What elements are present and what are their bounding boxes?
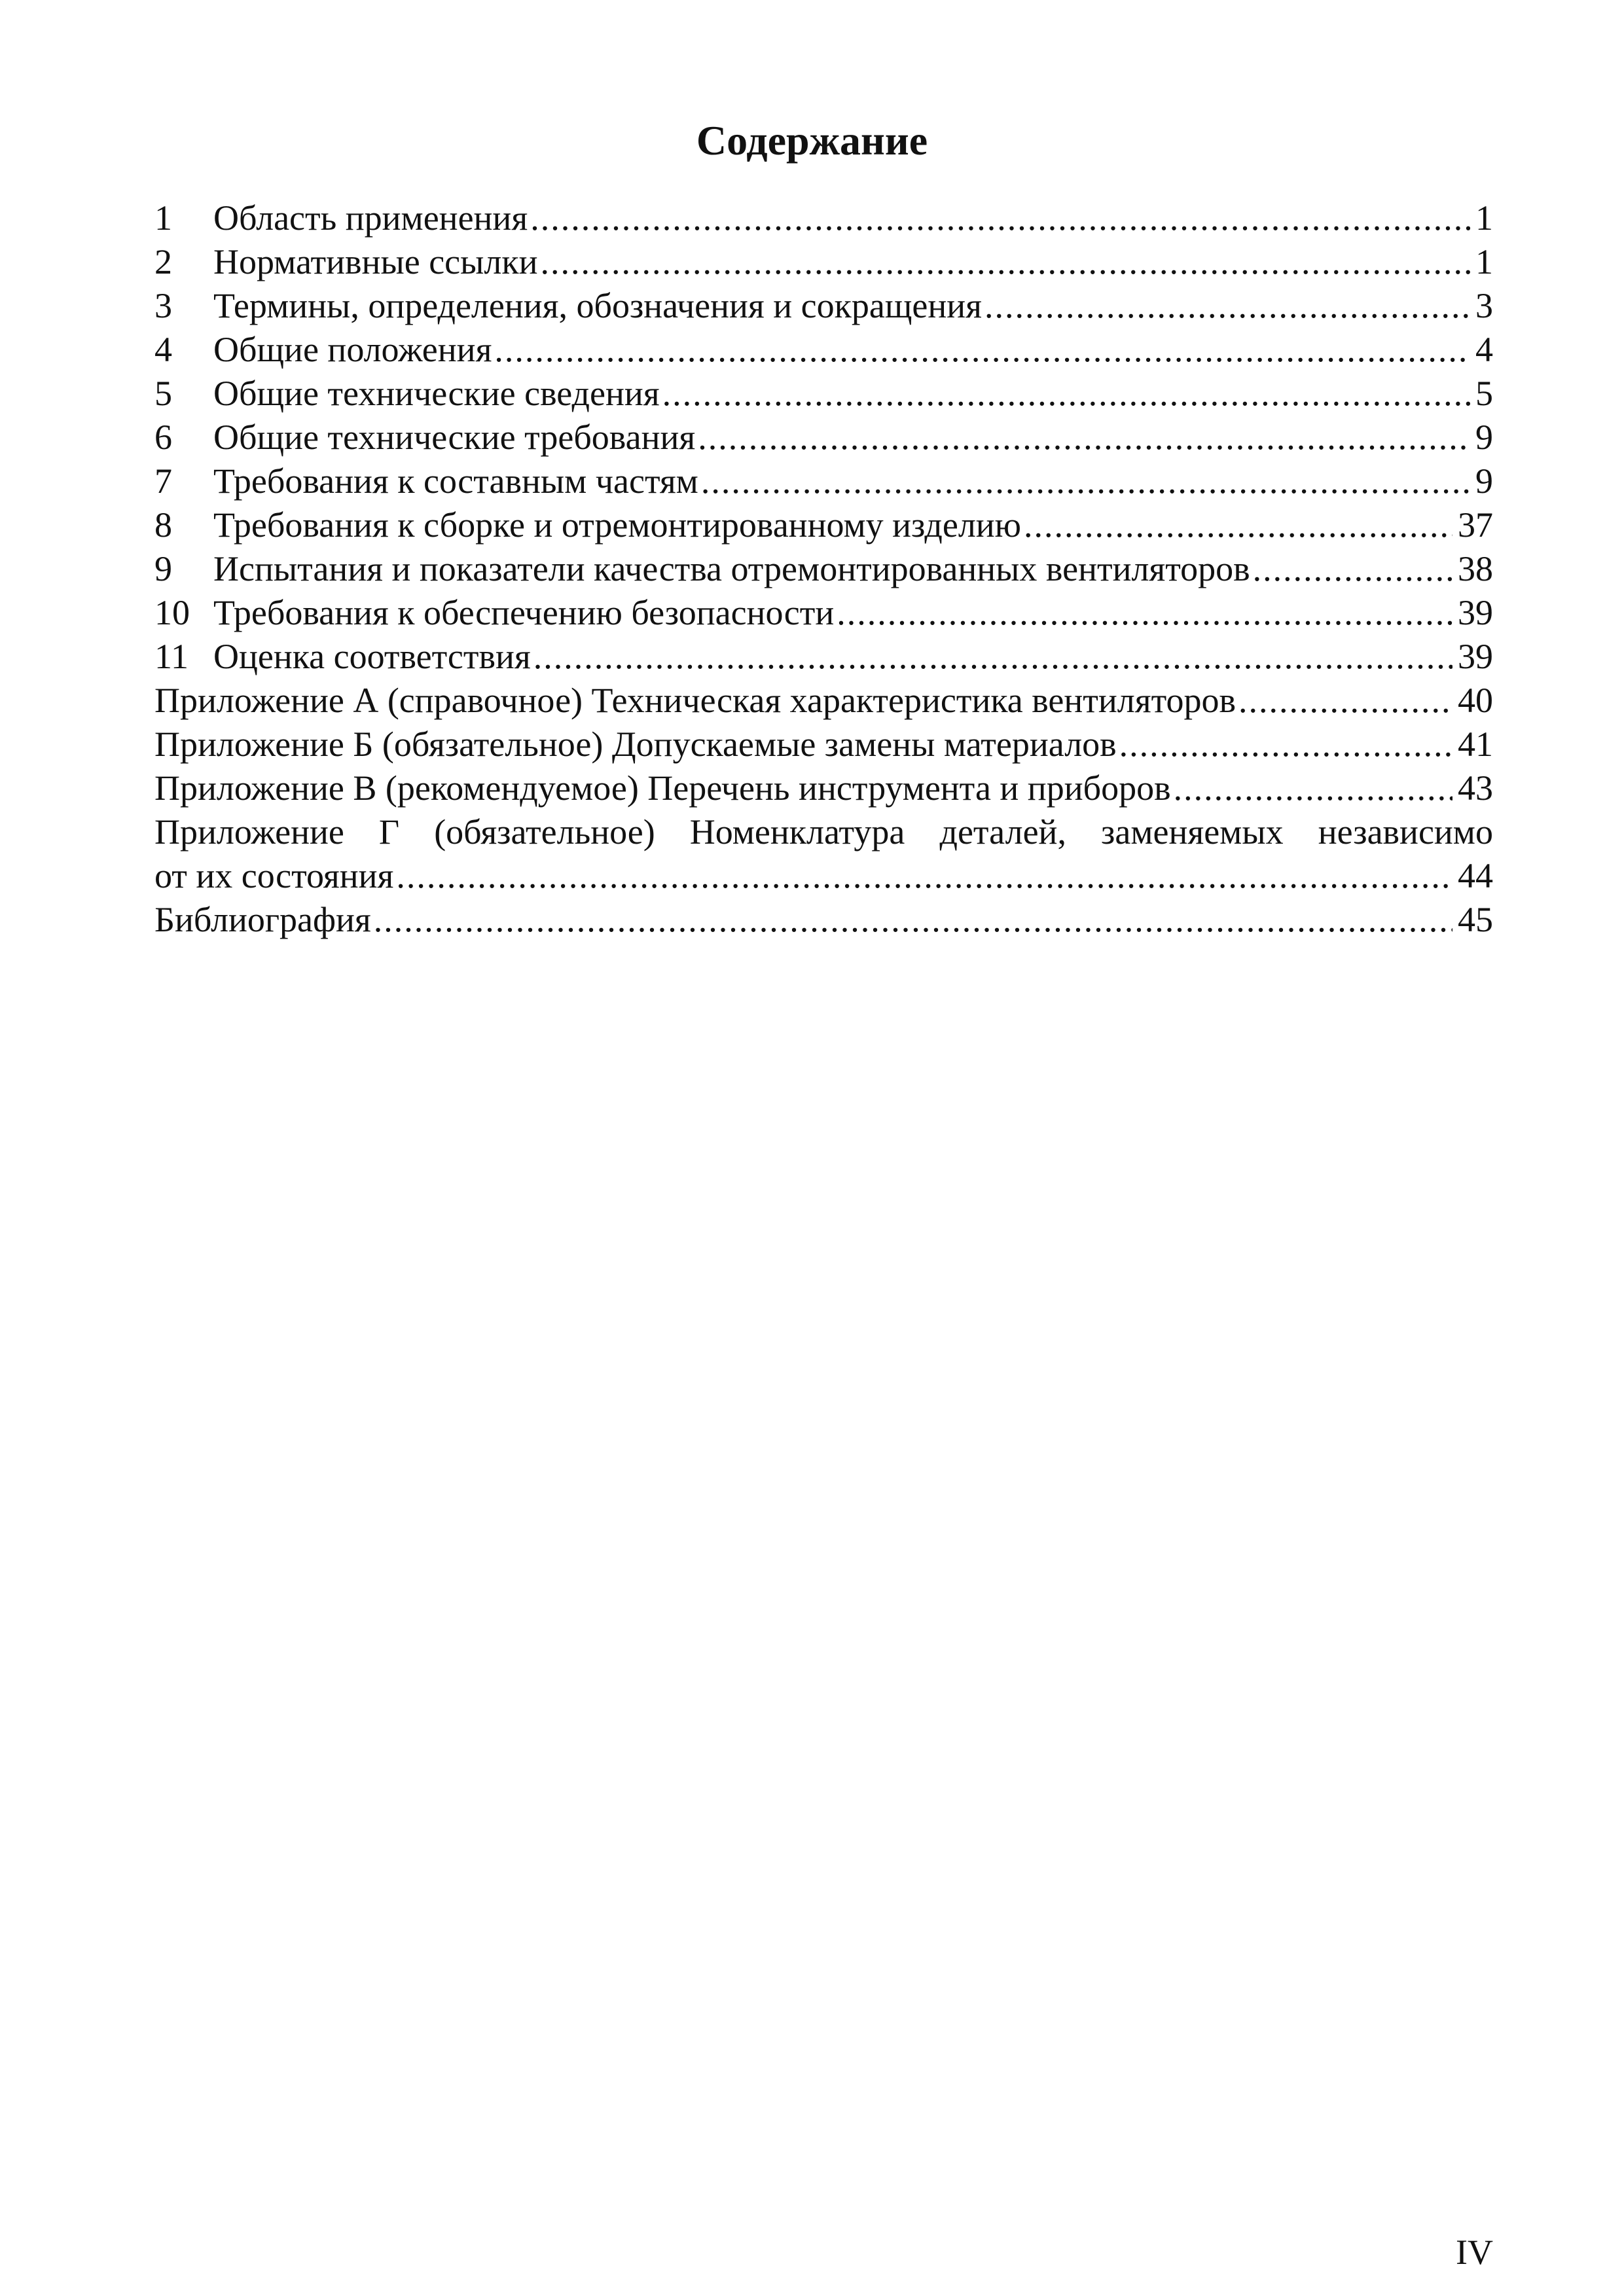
toc-entry-label: Нормативные ссылки xyxy=(213,242,538,281)
toc-entry-page: 4 xyxy=(1475,330,1493,369)
toc-entry-number: 7 xyxy=(154,461,172,501)
toc-entry[interactable] xyxy=(154,196,1493,240)
toc-entry[interactable] xyxy=(154,635,1493,679)
toc-entry-number: 1 xyxy=(154,198,172,238)
toc-entry-page: 45 xyxy=(1458,900,1493,939)
toc-entry-label-line2 xyxy=(154,854,1493,898)
toc-entry-label: Библиография xyxy=(154,900,371,939)
toc-entry-label: Оценка соответствия xyxy=(213,637,531,676)
toc-dot-leader xyxy=(984,284,1470,328)
toc-entry[interactable] xyxy=(154,459,1493,503)
toc-dot-leader xyxy=(698,416,1470,459)
toc-entry-page: 43 xyxy=(1458,768,1493,808)
toc-word: Г xyxy=(378,812,400,852)
toc-entry-page: 9 xyxy=(1475,461,1493,501)
toc-word: заменяемых xyxy=(1101,812,1284,852)
toc-entry-label: Требования к сборке и отремонтированному изделию xyxy=(213,505,1022,545)
toc-entry-label: Приложение А (справочное) Техническая характеристика вентиляторов xyxy=(154,681,1236,720)
toc-entry[interactable] xyxy=(154,328,1493,372)
toc-dot-leader xyxy=(1238,679,1453,723)
toc-dot-leader xyxy=(837,591,1453,635)
toc-entry-number: 10 xyxy=(154,593,190,632)
toc-entry-page: 9 xyxy=(1475,418,1493,457)
toc-entry-page: 37 xyxy=(1458,505,1493,545)
toc-entry[interactable] xyxy=(154,503,1493,547)
toc-entry-label: Требования к составным частям xyxy=(213,461,698,501)
toc-entry-page: 44 xyxy=(1458,856,1493,895)
toc-entry-label: Общие положения xyxy=(213,330,492,369)
toc-entry-page: 39 xyxy=(1458,593,1493,632)
toc-entry-label: Область применения xyxy=(213,198,528,238)
toc-entry-page: 41 xyxy=(1458,725,1493,764)
toc-dot-leader xyxy=(662,372,1470,416)
toc-dot-leader xyxy=(1119,723,1453,766)
toc-dot-leader xyxy=(1253,547,1453,591)
toc-dot-leader xyxy=(1174,766,1453,810)
toc-dot-leader xyxy=(396,854,1453,898)
toc-entry-page: 39 xyxy=(1458,637,1493,676)
page-title: Содержание xyxy=(696,117,928,164)
toc-dot-leader xyxy=(533,635,1453,679)
toc-entry-label: от их состояния xyxy=(154,856,394,895)
toc-entry-label-line1 xyxy=(154,810,1493,854)
toc-entry-label: Общие технические требования xyxy=(213,418,696,457)
toc-dot-leader xyxy=(494,328,1470,372)
toc-dot-leader xyxy=(1024,503,1453,547)
table-of-contents xyxy=(154,196,1493,942)
toc-word: Номенклатура xyxy=(689,812,905,852)
toc-entry-number: 6 xyxy=(154,418,172,457)
toc-entry[interactable] xyxy=(154,284,1493,328)
toc-appendix-entry[interactable] xyxy=(154,766,1493,810)
toc-entry-label: Приложение В (рекомендуемое) Перечень инструмента и приборов xyxy=(154,768,1171,808)
toc-word: независимо xyxy=(1318,812,1493,852)
toc-entry[interactable] xyxy=(154,547,1493,591)
toc-entry-label: Общие технические сведения xyxy=(213,374,660,413)
toc-entry-label: Требования к обеспечению безопасности xyxy=(213,593,835,632)
toc-entry-label: Термины, определения, обозначения и сокращения xyxy=(213,286,982,325)
toc-dot-leader xyxy=(541,240,1471,284)
toc-appendix-entry[interactable] xyxy=(154,679,1493,723)
toc-entry[interactable] xyxy=(154,372,1493,416)
toc-entry-number: 9 xyxy=(154,549,172,588)
toc-entry-page: 40 xyxy=(1458,681,1493,720)
toc-entry-number: 8 xyxy=(154,505,172,545)
toc-entry-page: 1 xyxy=(1475,242,1493,281)
toc-entry-number: 4 xyxy=(154,330,172,369)
toc-entry[interactable] xyxy=(154,416,1493,459)
toc-appendix-entry[interactable] xyxy=(154,723,1493,766)
toc-dot-leader xyxy=(701,459,1470,503)
toc-entry-page: 38 xyxy=(1458,549,1493,588)
toc-bibliography-entry[interactable] xyxy=(154,898,1493,942)
toc-entry-number: 5 xyxy=(154,374,172,413)
page-number: IV xyxy=(1456,2233,1493,2272)
toc-entry-page: 1 xyxy=(1475,198,1493,238)
toc-word: деталей, xyxy=(939,812,1066,852)
toc-dot-leader xyxy=(530,196,1470,240)
toc-word: (обязательное) xyxy=(434,812,655,852)
toc-entry-number: 2 xyxy=(154,242,172,281)
toc-entry-number: 3 xyxy=(154,286,172,325)
toc-entry[interactable] xyxy=(154,591,1493,635)
toc-entry-label: Испытания и показатели качества отремонтированных вентиляторов xyxy=(213,549,1250,588)
toc-entry-label: Приложение Б (обязательное) Допускаемые замены материалов xyxy=(154,725,1117,764)
toc-entry[interactable] xyxy=(154,240,1493,284)
toc-dot-leader xyxy=(374,898,1453,942)
toc-entry-page: 3 xyxy=(1475,286,1493,325)
toc-entry-page: 5 xyxy=(1475,374,1493,413)
toc-entry-number: 11 xyxy=(154,637,189,676)
toc-word: Приложение xyxy=(154,812,344,852)
toc-appendix-entry[interactable] xyxy=(154,810,1493,898)
